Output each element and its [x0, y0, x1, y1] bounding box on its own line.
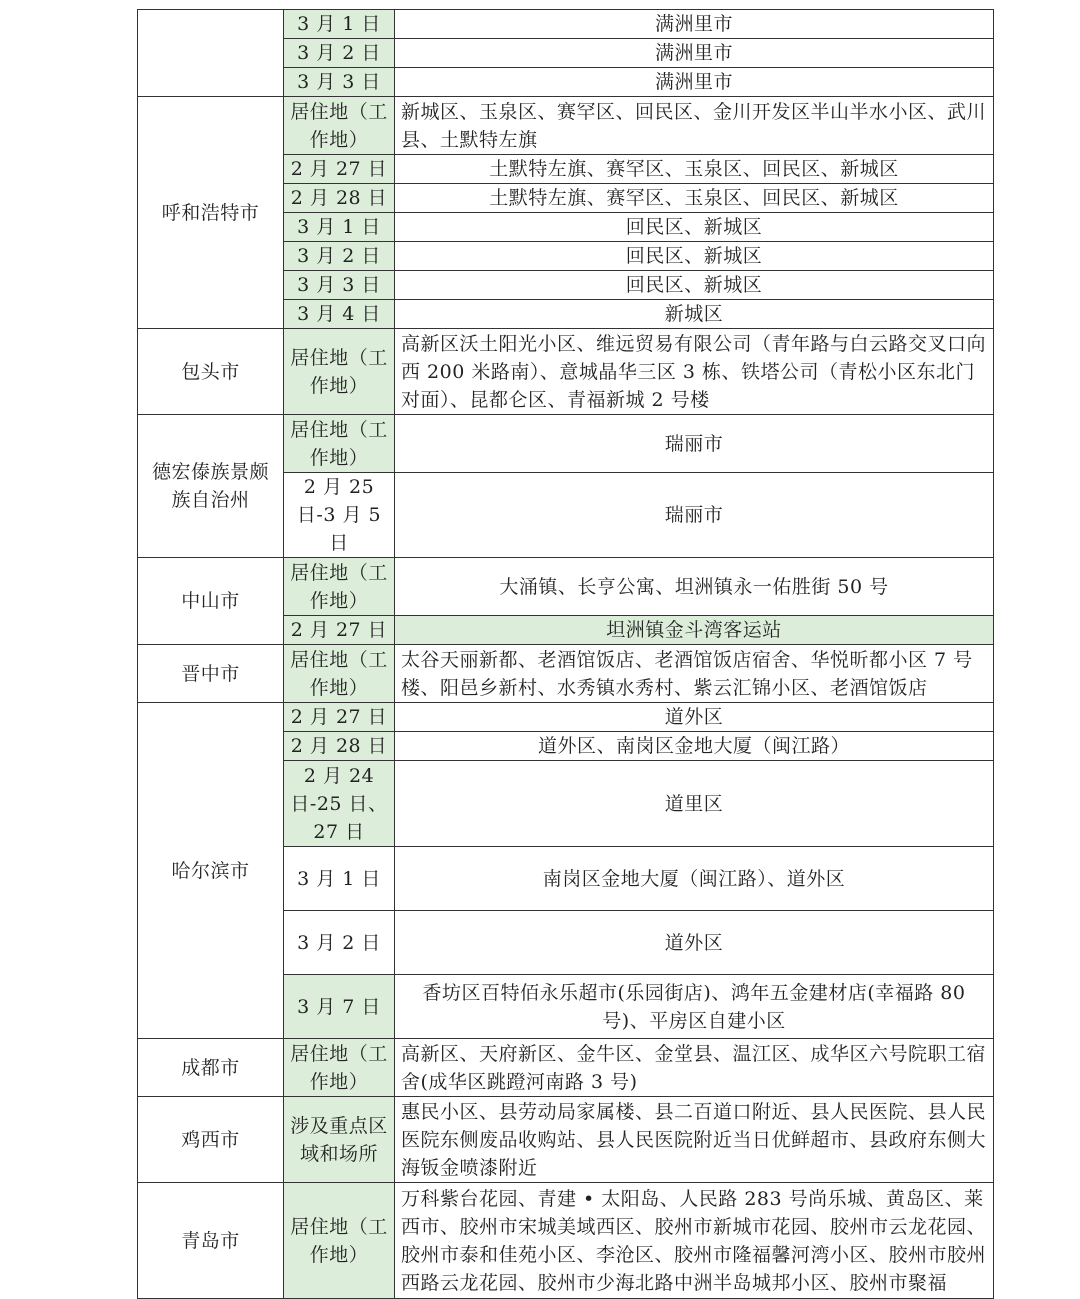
date-cell: 居住地（工作地）: [284, 558, 395, 616]
area-cell: 道外区: [395, 911, 994, 975]
area-cell: 道外区、南岗区金地大厦（闽江路）: [395, 732, 994, 761]
table-row: [138, 1183, 994, 1299]
area-cell: 大涌镇、长亨公寓、坦洲镇永一佑胜街 50 号: [395, 558, 994, 616]
table-row: [138, 329, 994, 415]
table-row: [138, 558, 994, 616]
date-cell: 3 月 3 日: [284, 68, 395, 97]
city-cell: 呼和浩特市: [138, 97, 284, 329]
area-cell: 道外区: [395, 703, 994, 732]
area-cell: 坦洲镇金斗湾客运站: [395, 616, 994, 645]
date-cell: 2 月 28 日: [284, 184, 395, 213]
city-cell: 青岛市: [138, 1183, 284, 1299]
date-cell: 居住地（工作地）: [284, 415, 395, 473]
area-cell: 太谷天丽新都、老酒馆饭店、老酒馆饭店宿舍、华悦昕都小区 7 号楼、阳邑乡新村、水秀镇水秀村、紫云汇锦小区、老酒馆饭店: [395, 645, 994, 703]
table-row: [138, 645, 994, 703]
date-cell: 2 月 27 日: [284, 616, 395, 645]
area-cell: 惠民小区、县劳动局家属楼、县二百道口附近、县人民医院、县人民医院东侧废品收购站、县人民医院附近当日优鲜超市、县政府东侧大海钣金喷漆附近: [395, 1097, 994, 1183]
area-cell: 土默特左旗、赛罕区、玉泉区、回民区、新城区: [395, 155, 994, 184]
date-cell: 2 月 24 日-25 日、27 日: [284, 761, 395, 847]
date-cell: 3 月 2 日: [284, 911, 395, 975]
area-cell: 回民区、新城区: [395, 271, 994, 300]
date-cell: 3 月 1 日: [284, 10, 395, 39]
area-cell: 瑞丽市: [395, 415, 994, 473]
area-cell: 道里区: [395, 761, 994, 847]
table-row: [138, 97, 994, 155]
area-cell: 高新区沃土阳光小区、维远贸易有限公司（青年路与白云路交叉口向西 200 米路南）、意城晶华三区 3 栋、铁塔公司（青松小区东北门对面）、昆都仑区、青福新城 2 号楼: [395, 329, 994, 415]
date-cell: 3 月 4 日: [284, 300, 395, 329]
area-cell: 满洲里市: [395, 68, 994, 97]
city-cell: 成都市: [138, 1039, 284, 1097]
city-cell: 包头市: [138, 329, 284, 415]
date-cell: 居住地（工作地）: [284, 645, 395, 703]
date-cell: 居住地（工作地）: [284, 97, 395, 155]
area-cell: 土默特左旗、赛罕区、玉泉区、回民区、新城区: [395, 184, 994, 213]
area-cell: 万科紫台花园、青建 • 太阳岛、人民路 283 号尚乐城、黄岛区、莱西市、胶州市宋城美域西区、胶州市新城市花园、胶州市云龙花园、胶州市泰和佳苑小区、李沧区、胶州市隆福馨河湾小区、胶州市胶州西路云龙花园、胶州市少海北路中洲半岛城邦小区、胶州市聚福: [395, 1183, 994, 1299]
area-cell: 南岗区金地大厦（闽江路）、道外区: [395, 847, 994, 911]
area-cell: 瑞丽市: [395, 473, 994, 558]
table-row: [138, 1039, 994, 1097]
date-cell: 3 月 1 日: [284, 213, 395, 242]
date-cell: 3 月 3 日: [284, 271, 395, 300]
area-cell: 新城区、玉泉区、赛罕区、回民区、金川开发区半山半水小区、武川县、土默特左旗: [395, 97, 994, 155]
area-cell: 高新区、天府新区、金牛区、金堂县、温江区、成华区六号院职工宿舍(成华区跳蹬河南路 3 号): [395, 1039, 994, 1097]
area-cell: 新城区: [395, 300, 994, 329]
date-cell: 3 月 2 日: [284, 39, 395, 68]
date-cell: 2 月 27 日: [284, 155, 395, 184]
date-cell: 涉及重点区域和场所: [284, 1097, 395, 1183]
risk-area-table: [137, 9, 994, 1299]
city-cell: 中山市: [138, 558, 284, 645]
city-cell: 德宏傣族景颇族自治州: [138, 415, 284, 558]
date-cell: 居住地（工作地）: [284, 1183, 395, 1299]
city-cell: [138, 10, 284, 97]
area-cell: 回民区、新城区: [395, 242, 994, 271]
table-body: [138, 10, 994, 1299]
table-row: [138, 703, 994, 732]
city-cell: 哈尔滨市: [138, 703, 284, 1039]
table-row: [138, 10, 994, 39]
date-cell: 3 月 2 日: [284, 242, 395, 271]
city-cell: 晋中市: [138, 645, 284, 703]
table-row: [138, 415, 994, 473]
date-cell: 居住地（工作地）: [284, 329, 395, 415]
city-cell: 鸡西市: [138, 1097, 284, 1183]
table-row: [138, 1097, 994, 1183]
date-cell: 3 月 1 日: [284, 847, 395, 911]
area-cell: 满洲里市: [395, 39, 994, 68]
date-cell: 3 月 7 日: [284, 975, 395, 1039]
date-cell: 2 月 25 日-3 月 5 日: [284, 473, 395, 558]
date-cell: 2 月 27 日: [284, 703, 395, 732]
date-cell: 2 月 28 日: [284, 732, 395, 761]
area-cell: 香坊区百特佰永乐超市(乐园街店)、鸿年五金建材店(幸福路 80 号)、平房区自建小区: [395, 975, 994, 1039]
area-cell: 满洲里市: [395, 10, 994, 39]
area-cell: 回民区、新城区: [395, 213, 994, 242]
date-cell: 居住地（工作地）: [284, 1039, 395, 1097]
